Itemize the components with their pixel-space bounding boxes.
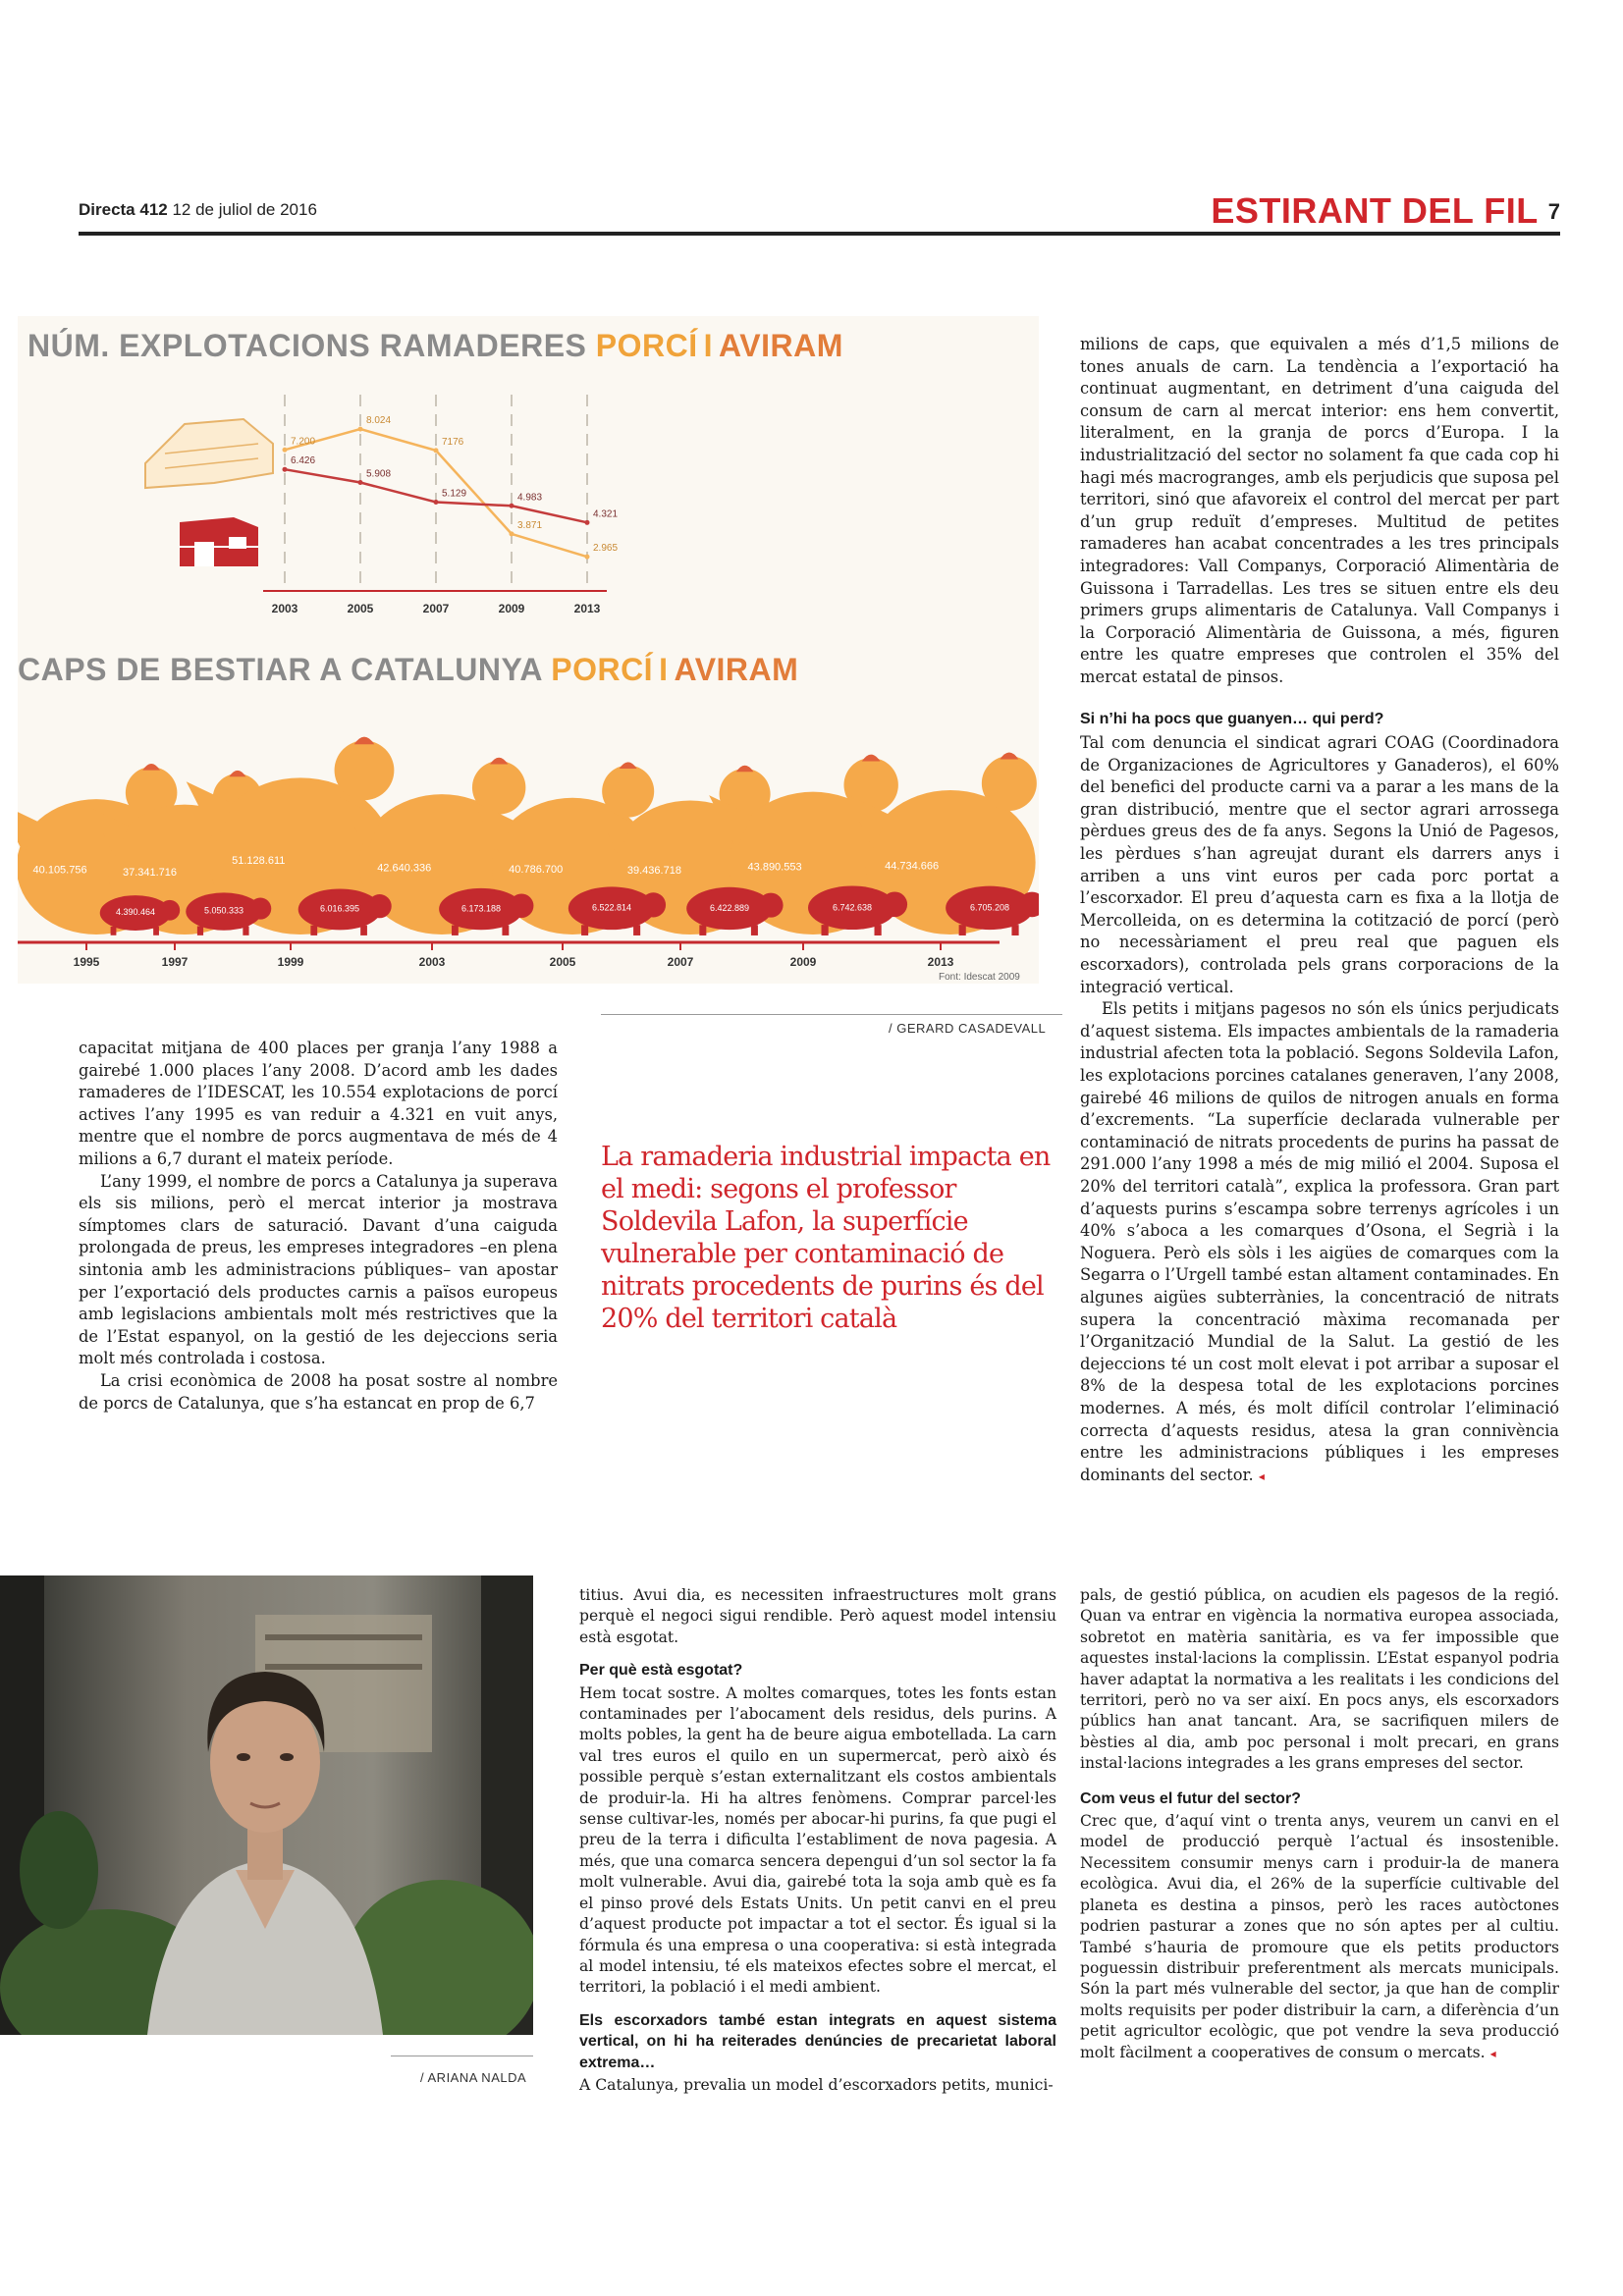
hen-head bbox=[335, 740, 395, 800]
chart-credit-rule bbox=[601, 1014, 1062, 1015]
data-label: 2.965 bbox=[593, 543, 619, 555]
pig-head bbox=[159, 900, 180, 921]
chart1-title-sep: I bbox=[703, 328, 713, 363]
interview-question: Per què està esgotat? bbox=[579, 1662, 743, 1680]
pig-leg bbox=[751, 925, 758, 935]
pig-value-label: 6.422.889 bbox=[709, 902, 750, 913]
publication-date: 12 de juliol de 2016 bbox=[172, 200, 317, 219]
pig-value-label: 6.522.814 bbox=[591, 902, 632, 913]
pig-leg bbox=[197, 926, 203, 934]
interview-paragraph: pals, de gestió pública, on acudien els pagesos de la regió. Quan va entrar en vigència la normativa europea associada, sobretot en matèria sanitària, es va fer impossible que aquestes instal·lacions la complissin. L’Estat espanyol podria haver adaptat la normativa a les realitats i les condicions del territori, però no va ser així. En pocs anys, els escorxadors públics han anat tancant. Ara, se sacrifiquen milers de bèsties al dia, amb poc personal i molt precari, en grans instal·lacions integrades a les grans empreses del sector. bbox=[1080, 1586, 1559, 1773]
data-point bbox=[510, 531, 514, 536]
hen-comb bbox=[142, 764, 160, 771]
page-number: 7 bbox=[1547, 199, 1560, 224]
livestock-bar-chart bbox=[18, 689, 1039, 984]
pig-value-label: 6.742.638 bbox=[832, 902, 873, 913]
chart2-title-bird: AVIRAM bbox=[674, 652, 799, 687]
pig-head bbox=[641, 892, 666, 917]
data-label: 8.024 bbox=[366, 415, 392, 427]
data-label: 4.321 bbox=[593, 508, 619, 520]
data-point bbox=[510, 504, 514, 508]
tick-label: 2007 bbox=[667, 955, 694, 969]
chart1-title-pig: PORCÍ bbox=[595, 328, 698, 363]
data-point bbox=[283, 448, 288, 453]
tick-label: 2005 bbox=[549, 955, 576, 969]
tick-label: 2009 bbox=[789, 955, 817, 969]
pig-leg bbox=[153, 927, 159, 935]
pig-leg bbox=[452, 926, 459, 935]
data-label: 4.983 bbox=[517, 492, 543, 504]
pig-value-label: 5.050.333 bbox=[203, 905, 244, 916]
pig-leg bbox=[633, 925, 640, 935]
chart1-title-main: NÚM. EXPLOTACIONS RAMADERES bbox=[27, 328, 587, 363]
poultry-value-label: 37.341.716 bbox=[122, 867, 178, 880]
poultry-value-label: 51.128.611 bbox=[232, 854, 286, 867]
article-column-1 bbox=[79, 1038, 558, 1415]
pig-barn-icon bbox=[180, 517, 258, 566]
data-label: 3.871 bbox=[517, 519, 543, 531]
hen-comb bbox=[862, 755, 881, 762]
tick-label: 2003 bbox=[418, 955, 446, 969]
chart2-title-sep: I bbox=[659, 652, 669, 687]
poultry-value-label: 42.640.336 bbox=[377, 862, 432, 875]
pull-quote: La ramaderia industrial impacta en el medi: segons el professor Soldevila Lafon, la superfície vulnerable per contaminació de nitrats procedents de purins és del 20% del territori català bbox=[601, 1142, 1051, 1334]
poultry-value-label: 40.105.756 bbox=[32, 864, 87, 877]
pig-leg bbox=[310, 926, 317, 935]
pig-leg bbox=[959, 925, 966, 935]
pig-head bbox=[368, 894, 392, 918]
interview-answer-text: Crec que, d’aquí vint o trenta anys, veurem un canvi en el model de producció perquè l’actual és insostenible. Necessitem consumir menys carn i produir-la de manera ecològica. Avui dia, el 26% de la superfície cultivable del planeta es destina a pinsos, però les races autòctones podrien pasturar a zones que no són aptes per al cultiu. També s’hauria de promoure que els petits productors poguessin distribuir preferentment als mercats municipals. Són la part més vulnerable del sector, ja que han de complir molts requisits per poder distribuir la carn, a diferència d’un petit agricultor ecològic, que pot vendre la seva producció molt fàcilment a cooperatives de consum o mercats. bbox=[1080, 1812, 1559, 2061]
interview-column-b bbox=[1080, 1585, 1559, 2064]
header-rule bbox=[79, 232, 1560, 236]
header-publication bbox=[79, 200, 317, 220]
poultry-value-label: 39.436.718 bbox=[626, 865, 681, 878]
farms-line-chart bbox=[18, 375, 1039, 630]
infographic bbox=[18, 316, 1039, 984]
hen-head bbox=[982, 756, 1037, 811]
data-label: 5.129 bbox=[442, 488, 467, 500]
tick-label: 1999 bbox=[277, 955, 304, 969]
portrait-photo bbox=[0, 1575, 533, 2035]
data-point bbox=[585, 520, 590, 525]
chart1-title-bird: AVIRAM bbox=[719, 328, 843, 363]
article-paragraph bbox=[1080, 998, 1559, 1487]
data-point bbox=[358, 427, 363, 432]
end-mark-icon: ◂ bbox=[1489, 2046, 1496, 2060]
pig-leg bbox=[699, 925, 706, 935]
data-label: 7.200 bbox=[291, 436, 316, 448]
poultry-value-label: 44.734.666 bbox=[885, 860, 940, 873]
hen-comb bbox=[490, 758, 508, 765]
tick-label: 2005 bbox=[347, 602, 374, 615]
pig-leg bbox=[502, 926, 509, 935]
hen-comb bbox=[354, 737, 375, 745]
article-paragraph: La crisi econòmica de 2008 ha posat sostre al nombre de porcs de Catalunya, que s’ha estancat en prop de 6,7 bbox=[79, 1370, 558, 1413]
tick-label: 1997 bbox=[161, 955, 189, 969]
data-label: 5.908 bbox=[366, 468, 392, 480]
article-paragraph: capacitat mitjana de 400 places per granja l’any 1988 a gairebé 1.000 places l’any 2008. D’acord amb les dades ramaderes de l’IDESCAT, les 10.554 explotacions de porcí actives l’any 1995 es van reduir a 4.321 en vuit anys, mentre que el nombre de porcs augmentava de més de 4 milions a 6,7 durant el mateix període. bbox=[79, 1039, 558, 1168]
data-point bbox=[434, 500, 439, 505]
tick-label: 2013 bbox=[927, 955, 954, 969]
hen-comb bbox=[736, 766, 754, 773]
pig-leg bbox=[1011, 925, 1018, 935]
tick-label: 1995 bbox=[73, 955, 100, 969]
pig-head bbox=[882, 891, 907, 917]
chart2-title-main: CAPS DE BESTIAR A CATALUNYA bbox=[18, 652, 542, 687]
chart2-title-pig: PORCÍ bbox=[551, 652, 654, 687]
poultry-value-label: 43.890.553 bbox=[747, 861, 802, 874]
article-subheading: Si n’hi ha pocs que guanyen… qui perd? bbox=[1080, 710, 1384, 727]
chart-credit: / GERARD CASADEVALL bbox=[889, 1021, 1047, 1036]
pig-leg bbox=[111, 927, 117, 935]
pig-head bbox=[249, 898, 271, 920]
section-title: ESTIRANT DEL FIL bbox=[1211, 190, 1539, 231]
poultry-barn-icon bbox=[145, 419, 273, 488]
interview-answer bbox=[1080, 1811, 1559, 2064]
chart2-title bbox=[18, 652, 798, 688]
data-point bbox=[283, 467, 288, 472]
end-mark-icon: ◂ bbox=[1258, 1468, 1265, 1483]
data-point bbox=[585, 555, 590, 560]
interview-answer: Hem tocat sostre. A moltes comarques, totes les fonts estan contaminades per l’abocament dels residus, dels purins. A molts pobles, la gent ha de beure aigua embotellada. La carn val tres euros el quilo en un supermercat, però això és possible perquè s’estan externalitzant els costos ambientals de produir-la. Hi ha altres fenòmens. Comprar parcel·les sense cultivar-les, només per abocar-hi purins, fa que pugi el preu de la terra i dificulta l’establiment de nova pagesia. A més, que una comarca sencera depengui d’un sol sector la fa molt vulnerable. Avui dia, gairebé tota la soja amb què es fa el pinso prové dels Estats Units. Un petit canvi en el preu d’aquest producte pot impactar a tot el sector. És igual si la fórmula és una empresa o una cooperativa: si està integrada al model intensiu, té els mateixos efectes sobre el mercat, el territori, la població i el medi ambient. bbox=[579, 1683, 1056, 1997]
pig-value-label: 4.390.464 bbox=[115, 907, 156, 918]
interview-column-a bbox=[579, 1585, 1056, 2096]
header-section bbox=[1211, 190, 1560, 232]
hen-comb bbox=[1000, 753, 1018, 760]
pig-value-label: 6.173.188 bbox=[460, 903, 502, 914]
interview-question: Els escorxadors també estan integrats en aquest sistema vertical, on hi ha reiterades denúncies de precarietat laboral extrema… bbox=[579, 2011, 1056, 2071]
pig-head bbox=[510, 893, 534, 918]
pig-leg bbox=[360, 926, 367, 935]
hen-head bbox=[602, 766, 654, 818]
pig-leg bbox=[875, 925, 882, 935]
article-paragraph: milions de caps, que equivalen a més d’1,5 milions de tones anuals de carn. La tendència a l’exportació ha continuat augmentant, en detriment d’una caiguda del consum de carn al mercat interior: ens hem convertit, literalment, en la granja de porcs d’Europa. I la industrialització del sector no solament fa que cada cop hi hagi més macrogranges, amb els perjudicis que suposa pel territori, sinó que afavoreix el control del mercat per part d’un grup reduït d’empreses. Multitud de petites ramaderes han acabat concentrades a les tres principals integradores: Vall Companys, Corporació Alimentària de Guissona i Tarradellas. Les tres se situen entre els deu primers grups alimentaris de Catalunya. Vall Companys i la Corporació Alimentària de Guissona, a més, figuren entre les quatre empreses que controlen el 35% del mercat estatal de pinsos. bbox=[1080, 335, 1559, 686]
article-column-3 bbox=[1080, 334, 1559, 1487]
interview-question: Com veus el futur del sector? bbox=[1080, 1789, 1301, 1807]
chart1-title bbox=[27, 328, 843, 364]
data-point bbox=[434, 448, 439, 453]
pig-leg bbox=[243, 926, 248, 934]
publication-name: Directa 412 bbox=[79, 200, 168, 219]
pig-value-label: 6.016.395 bbox=[319, 903, 360, 914]
article-paragraph-text: Els petits i mitjans pagesos no són els únics perjudicats d’aquest sistema. Els impactes ambientals de la ramaderia industrial afecten tota la població. Segons Soldevila Lafon, les explotacions porcines catalanes generaven, l’any 2008, gairebé 46 milions de quilos de nitrogen anuals en forma d’excrements. “La superfície declarada vulnerable per contaminació de nitrats procedents de purins ha passat de 291.000 l’any 1998 a més de mig milió el 2004. Suposa el 20% del territori català”, explica la professora. Gran part d’aquests purins s’escampa sobre terrenys agrícoles i un 40% s’aboca a les comarques d’Osona, el Segrià i la Noguera. Però els sòls i les aigües de comarques com la Segarra o l’Urgell també estan altament contaminades. En algunes aigües subterrànies, la concentració de nitrats supera la concentració màxima recomanada per l’Organització Mundial de la Salut. La gestió de les dejeccions té un cost molt elevat i pot arribar a suposar el 8% de la despesa total de les explotacions porcines modernes. A més, és molt difícil controlar l’eliminació correcta d’aquests residus, atesa la gran connivència entre les administracions públiques i les empreses dominants del sector. bbox=[1080, 999, 1559, 1484]
interview-answer: A Catalunya, prevalia un model d’escorxadors petits, munici- bbox=[579, 2075, 1054, 2094]
pig-head bbox=[759, 893, 784, 918]
article-paragraph: L’any 1999, el nombre de porcs a Catalunya ja superava els sis milions, però el mercat interior ja mostrava símptomes clars de saturació. Davant d’una caiguda prolongada de preus, les empreses integradores –en plena sintonia amb les administracions públiques– van apostar per l’exportació dels productes carnis a països europeus amb legislacions ambientals molt més restrictives que la de l’Estat espanyol, on la gestió de les dejeccions seria molt més controlada i costosa. bbox=[79, 1171, 558, 1368]
chart-source: Font: Idescat 2009 bbox=[939, 972, 1020, 983]
data-label: 7176 bbox=[442, 436, 464, 448]
data-label: 6.426 bbox=[291, 455, 316, 467]
hen-comb bbox=[620, 762, 637, 769]
tick-label: 2007 bbox=[422, 602, 450, 615]
photo-credit: / ARIANA NALDA bbox=[420, 2070, 527, 2085]
poultry-value-label: 40.786.700 bbox=[509, 864, 564, 877]
data-point bbox=[358, 480, 363, 485]
article-paragraph: Tal com denuncia el sindicat agrari COAG (Coordinadora de Organizaciones de Agricultores y Ganaderos), el 60% del benefici del producte carni va a parar a les mans de la gran distribució, mentre que el sector agrari arrossega pèrdues greus des de fa anys. Segons la Unió de Pagesos, les pèrdues s’han agreujat durant els darrers anys i arriben a uns vint euros per cada porc portat a l’escorxador. El preu d’aquesta carn es fixa a la llotja de Mercolleida, on es determina la cotització de porcí (però no necessàriament el preu real que paguen els escorxadors), controlada pels grans corporacions de la integració vertical. bbox=[1080, 733, 1559, 996]
hen-comb bbox=[229, 771, 245, 776]
tick-label: 2009 bbox=[498, 602, 525, 615]
pig-leg bbox=[822, 925, 829, 935]
portrait-illustration bbox=[0, 1575, 533, 2035]
tick-label: 2013 bbox=[573, 602, 601, 615]
pig-value-label: 6.705.208 bbox=[969, 902, 1010, 913]
pig-leg bbox=[581, 925, 588, 935]
tick-label: 2003 bbox=[271, 602, 298, 615]
interview-paragraph: titius. Avui dia, es necessiten infraestructures molt grans perquè el negoci sigui rendible. Però aquest model intensiu està esgotat. bbox=[579, 1586, 1056, 1646]
